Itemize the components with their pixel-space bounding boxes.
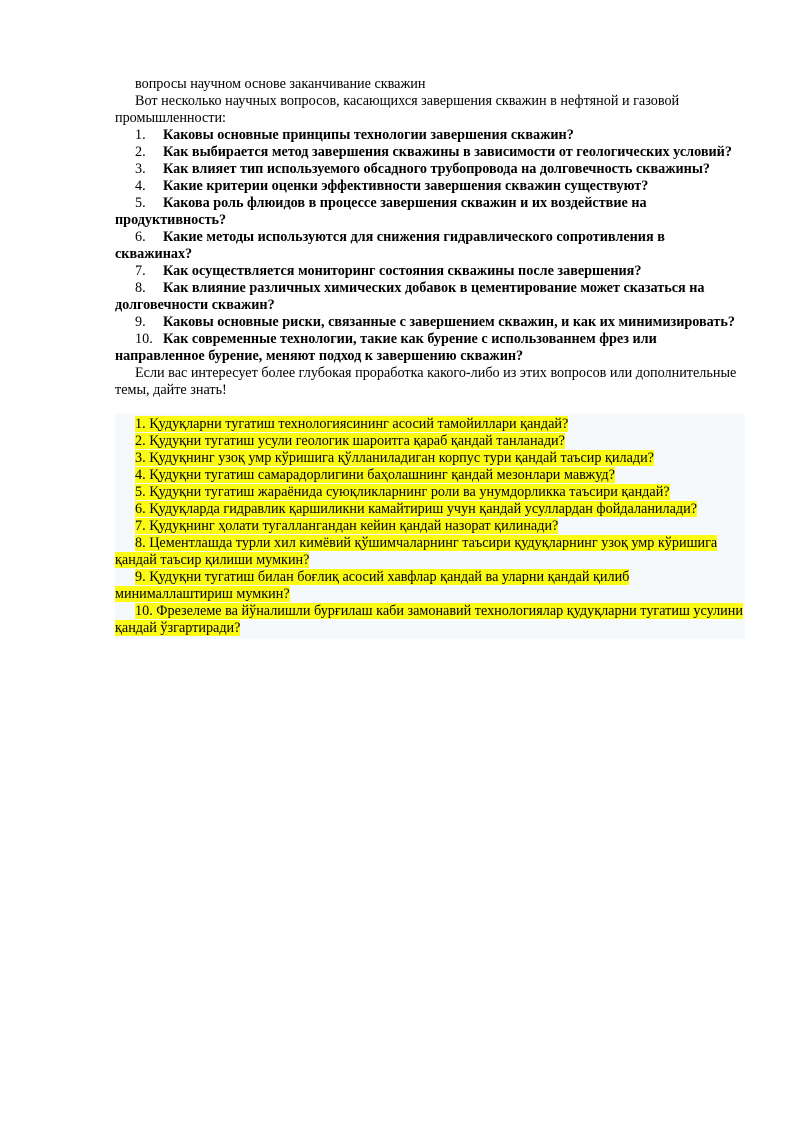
- list-item: 4. Какие критерии оценки эффективности завершения скважин существуют?: [135, 178, 649, 194]
- questions-uz-list: [115, 416, 745, 637]
- closing-paragraph: Если вас интересует более глубокая проработка какого-либо из этих вопросов или дополнительные темы, дайте знать!: [115, 365, 737, 398]
- list-item: 7. Как осуществляется мониторинг состояния скважины после завершения?: [135, 263, 642, 279]
- highlighted-text: 9. Қудуқни тугатиш билан боғлиқ асосий хавфлар қандай ва уларни қандай қилиб минималлаштириш мумкин?: [115, 569, 630, 602]
- list-item: 1. Каковы основные принципы технологии завершения скважин?: [135, 127, 574, 143]
- highlighted-text: 1. Қудуқларни тугатиш технологиясининг асосий тамойиллари қандай?: [135, 416, 569, 432]
- document-body: [115, 76, 743, 639]
- list-item: [115, 603, 745, 637]
- list-item: [115, 518, 745, 535]
- list-item: 6. Какие методы используются для снижения гидравлического сопротивления в скважинах?: [115, 229, 665, 262]
- list-item: [115, 450, 745, 467]
- questions-ru-list: [115, 127, 740, 365]
- highlighted-text: 3. Қудуқнинг узоқ умр кўришига қўлланиладиган корпус тури қандай таъсир қилади?: [135, 450, 654, 466]
- list-item: [115, 501, 745, 518]
- list-item: 3. Как влияет тип используемого обсадного трубопровода на долговечность скважины?: [135, 161, 711, 177]
- highlighted-text: 7. Қудуқнинг ҳолати тугаллангандан кейин қандай назорат қилинади?: [135, 518, 559, 534]
- list-item: 2. Как выбирается метод завершения скважины в зависимости от геологических условий?: [135, 144, 732, 160]
- list-item: [115, 484, 745, 501]
- list-item: [115, 467, 745, 484]
- highlighted-text: 10. Фрезелеме ва йўналишли бурғилаш каби замонавий технологиялар қудуқларни тугатиш усулини қандай ўзгартиради?: [115, 603, 743, 636]
- title-line: вопросы научном основе заканчивание скважин: [135, 76, 426, 92]
- list-item: 10. Как современные технологии, такие как бурение с использованнем фрез или направленное бурение, меняют подход к завершению скважин?: [115, 331, 657, 364]
- highlighted-text: 2. Қудуқни тугатиш усули геологик шароитга қараб қандай танланади?: [135, 433, 565, 449]
- list-item: [115, 535, 745, 569]
- list-item: 5. Какова роль флюидов в процессе завершения скважин и их воздействие на продуктивность?: [115, 195, 647, 228]
- list-item: [115, 433, 745, 450]
- highlighted-text: 5. Қудуқни тугатиш жараёнида суюқликларнинг роли ва унумдорликка таъсири қандай?: [135, 484, 670, 500]
- list-item: 8. Как влияние различных химических добавок в цементирование может сказаться на долговечности скважин?: [115, 280, 705, 313]
- uzbek-questions-block: [115, 413, 745, 639]
- list-item: [115, 569, 745, 603]
- highlighted-text: 6. Қудуқларда гидравлик қаршиликни камайтириш учун қандай усуллардан фойдаланилади?: [135, 501, 697, 517]
- intro-paragraph: Вот несколько научных вопросов, касающихся завершения скважин в нефтяной и газовой промышленности:: [115, 93, 680, 126]
- highlighted-text: 4. Қудуқни тугатиш самарадорлигини баҳолашнинг қандай мезонлари мавжуд?: [135, 467, 615, 483]
- highlighted-text: 8. Цементлашда турли хил кимёвий қўшимчаларнинг таъсири қудуқларнинг узоқ умр кўришига қандай таъсир қилиши мумкин?: [115, 535, 718, 568]
- list-item: 9. Каковы основные риски, связанные с завершением скважин, и как их минимизировать?: [135, 314, 735, 330]
- list-item: [115, 416, 745, 433]
